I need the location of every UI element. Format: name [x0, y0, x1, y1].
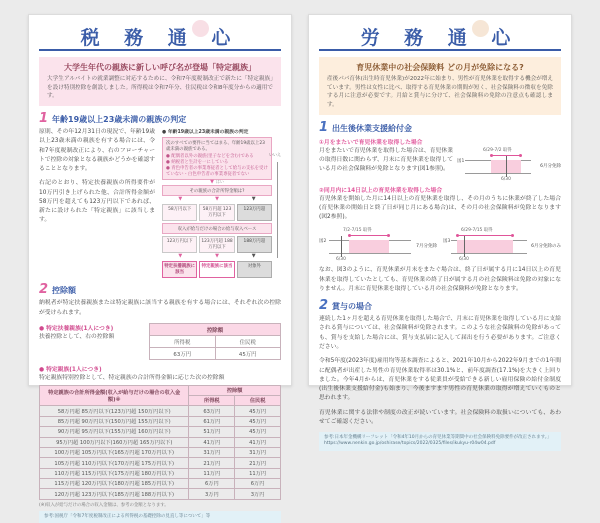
leave-shaded-region — [349, 240, 389, 253]
title-divider — [39, 49, 281, 51]
range-cell: 95万円超 100万円以下(160万円超 165万円以下) — [40, 437, 189, 447]
deduction-b-table — [39, 385, 281, 500]
case2-body: 育児休業を開始した月に14日以上の育児休業を取得し、その月のうちに休業が終了した場合(育児休業の開始日と終了日が同じ月にある場合)は、その月の社会保険料が免除となります(図2参照)。 — [319, 195, 561, 221]
figure-label: 図3 — [443, 239, 451, 245]
tax-intro-box — [39, 57, 281, 106]
judgment-flowchart — [162, 128, 281, 279]
condition-item: ● 配偶者以外の親族(里子などを含む)である — [166, 153, 268, 159]
table-row — [40, 458, 281, 468]
amount-header: 控除額 — [189, 385, 281, 395]
labor-intro-box — [319, 57, 561, 115]
yes-label: はい — [215, 178, 224, 184]
income-box-over: 123万円超 — [237, 204, 272, 221]
condition-lead: 次のすべての要件に当てはまる、年齢19歳以上23歳未満の親族である。 — [166, 140, 265, 152]
month-boundary-line — [341, 236, 342, 257]
month-boundary-line — [506, 156, 507, 177]
section-number: 1 — [319, 119, 329, 135]
col-income-tax: 所得税 — [189, 396, 235, 406]
range-cell: 90万円超 95万円以下(155万円超 160万円以下) — [40, 427, 189, 437]
section-number: 2 — [39, 282, 49, 298]
col-resident-tax: 住民税 — [215, 336, 281, 348]
condition-item: ● 青色申告者の事業専従者として給与の支払を受けていない・白色申告者の事業専従者でない — [166, 165, 268, 177]
deduction-b-desc: 特定親族特別控除として、特定親族の合計所得金額に応じた次の控除額 — [39, 375, 225, 381]
income-box: 58万円超 123万円以下 — [199, 204, 234, 221]
salary-box: 123万円以下 — [162, 236, 197, 253]
income-tax-cell: 61万円 — [189, 416, 235, 426]
range-cell: 120万円超 123万円以下(185万円超 188万円以下) — [40, 489, 189, 499]
source-reference-url[interactable]: https://www.nenkin.go.jp/oshirase/topics/2022/0325/files/ikukyu-r04w04.pdf — [324, 441, 496, 447]
table-footnote: (※)収入が給与だけの場合の収入金額は、参考の金額となります。 — [39, 502, 169, 508]
section-title: 年齢19歳以上23歳未満の親族の判定 — [52, 114, 187, 124]
figure1-wrap — [457, 147, 561, 183]
income-tax-cell: 41万円 — [189, 437, 235, 447]
source-reference-text: 参考:日本年金機構リーフレット「令和4年10月からの育児休業等期間中の社会保険料免除要件が改正されます。」 — [324, 435, 552, 441]
tax-masthead — [39, 23, 281, 47]
deduction-a-label: ● 特定扶養親族(1人につき) — [39, 323, 143, 332]
labor-section1-heading — [319, 121, 561, 134]
value-income-tax: 63万円 — [150, 348, 216, 360]
title-divider — [319, 49, 561, 51]
closing-paragraph: 育児休業に関する法律や制度の改正が続いています。社会保険料の取扱いについても、あわせてご確認ください。 — [319, 409, 561, 425]
income-tax-cell: 51万円 — [189, 427, 235, 437]
result-box-excluded: 対象外 — [237, 261, 272, 278]
condition-item: ● 納税者と生計を一にしている — [166, 159, 268, 165]
figure-label: 図1 — [457, 158, 465, 164]
paragraph: 原則、その年12月31日の現況で、年齢19歳以上23歳未満の親族を有する場合には、令和7年度税制改正により、右のフローチャートで控除の対象となる親族かどうかを確認することとなります。 — [39, 128, 155, 173]
exemption-result-label: 6月分免除のみ — [531, 244, 561, 250]
exemption-result-label: 7月分免除 — [416, 244, 437, 250]
case1-subheading: ①月をまたいで育児休業を取得した場合 — [319, 139, 423, 146]
month-boundary-label: 6/30 — [459, 257, 469, 263]
deduction-a-row — [39, 323, 281, 360]
resident-tax-cell: 45万円 — [235, 427, 281, 437]
tax-newsletter-page — [28, 14, 292, 519]
section-title: 控除額 — [52, 286, 77, 296]
month-boundary-line — [464, 236, 465, 257]
deduction-a-label-block — [39, 323, 143, 342]
result-box-specified: 特定親族に該当 — [199, 261, 234, 278]
result-row — [162, 261, 272, 278]
leave-shaded-region — [457, 240, 513, 253]
labor-section2-heading — [319, 299, 561, 312]
table-row — [40, 489, 281, 499]
table-row — [40, 479, 281, 489]
no-branch-line — [277, 162, 278, 258]
tax-section2-heading — [39, 283, 281, 296]
income-tax-cell: 11万円 — [189, 468, 235, 478]
resident-tax-cell: 21万円 — [235, 458, 281, 468]
figure2-timeline — [319, 227, 437, 263]
flowchart-condition-box — [162, 137, 272, 180]
table-header: 控除額 — [150, 324, 281, 336]
col-income-tax: 所得税 — [150, 336, 216, 348]
statistics-paragraph: 令和5年度(2023年度)雇用均等基本調査によると、2021年10月から2022年9月までの1年間に配偶者が出産した男性の育児休業取得率は30.1%と、前年度調査(17.1%)を大きく上回りました。今年4月からは、育児休業をする従業員が受給できる新しい雇用保険の給付金制度(出生後休業支援給付金)も始まり、今後ますます男性の育児休業の取得が増えていくものと思われます。 — [319, 358, 561, 402]
case2-subheading: ②同月内に14日以上の育児休業を取得した場合 — [319, 187, 443, 194]
tax-section1-heading — [39, 112, 281, 125]
flow-branch-arrows-icon: ▼ ▼ ▼ — [178, 196, 256, 203]
table-row — [40, 427, 281, 437]
figures-row — [319, 227, 561, 263]
range-cell: 58万円超 85万円以下(123万円超 150万円以下) — [40, 406, 189, 416]
range-cell: 85万円超 90万円以下(150万円超 155万円以下) — [40, 416, 189, 426]
table-row — [40, 468, 281, 478]
leave-period-bar — [349, 235, 389, 236]
salary-box: 123万円超 188万円以下 — [199, 236, 234, 253]
resident-tax-cell: 31万円 — [235, 447, 281, 457]
income-tax-cell: 63万円 — [189, 406, 235, 416]
leave-period-label: 6/29-7/15 取得 — [461, 228, 493, 234]
flowchart-title: ● 年齢19歳以上23歳未満の親族の判定 — [162, 128, 272, 135]
labor-intro-body: 産後パパ育休(出生時育児休業)が2022年に始まり、男性が育児休業を取得する機会が増えています。男性は女性に比べ、取得する育児休業の期間が短く、社会保険料の徴収を免除する月に注意が必要です。月給と賞与に分けて、社会保険料の免除の注意点も確認します。 — [327, 76, 553, 108]
salary-row — [162, 236, 272, 253]
tax-page-title: 税 務 通 心 — [80, 27, 240, 49]
no-label: いいえ — [269, 151, 281, 157]
income-tax-cell: 21万円 — [189, 458, 235, 468]
labor-source-bar — [319, 432, 561, 451]
range-cell: 105万円超 110万円以下(170万円超 175万円以下) — [40, 458, 189, 468]
figure3-timeline — [443, 227, 561, 263]
value-resident-tax: 45万円 — [215, 348, 281, 360]
labor-intro-heading: 育児休業中の社会保険料 どの月が免除になる? — [356, 63, 524, 72]
section-title: 出生後休業支援給付金 — [332, 123, 413, 133]
tax-section1-columns — [39, 128, 281, 279]
section-number: 2 — [319, 298, 329, 314]
leave-period-bar — [457, 235, 513, 236]
income-tax-cell: 6万円 — [189, 479, 235, 489]
salary-basis-label: 収入が給与だけの場合の給与収入ベース — [162, 223, 272, 234]
resident-tax-cell: 41万円 — [235, 437, 281, 447]
col-resident-tax: 住民税 — [235, 396, 281, 406]
bonus-body: 連続した1ヶ月を超える育児休業を取得した場合で、月末に育児休業を取得している月に支給される賞与については、社会保険料が免除されます。このような社会保険料の免除があっても、賞与を支給した場合には、賞与支払届に記入して届出を行う必要があります。ご注意ください。 — [319, 316, 561, 351]
tax-section2-intro: 納税者が特定扶養親族または特定親族に該当する親族を有する場合には、それぞれ次の控除が受けられます。 — [39, 300, 281, 316]
timeline-line — [465, 173, 531, 174]
labor-masthead — [319, 23, 561, 47]
labor-page-title: 労 務 通 心 — [360, 27, 520, 49]
range-cell: 115万円超 120万円以下(180万円超 185万円以下) — [40, 479, 189, 489]
range-cell: 100万円超 105万円以下(165万円超 170万円以下) — [40, 447, 189, 457]
month-boundary-label: 6/30 — [336, 257, 346, 263]
tax-intro-body: 大学生アルバイトの就業調整に対応するために、令和7年度税制改正で新たに「特定親族」を設け特別控除を創設しました。所得税は令和7年分、住民税は令和8年度分からの適用です。 — [47, 76, 273, 100]
section-title: 賞与の場合 — [332, 302, 373, 312]
range-header: 特定親族の合計所得金額(収入が給与だけの場合の収入金額)※ — [40, 385, 189, 406]
table-row — [40, 437, 281, 447]
section-number: 1 — [39, 110, 49, 126]
month-straddle-note: なお、図3のように、育児休業が月末をまたぐ場合は、終了日が属する月に14日以上の育児休業を取得していたとしても、育児休業の終了日が属する月の社会保険料は免除の対象になりません。月末に育児休業を取得している月の社会保険料が免除となります。 — [319, 267, 561, 292]
income-row — [162, 204, 272, 221]
tax-intro-heading: 大学生年代の親族に新しい呼び名が登場「特定親族」 — [64, 63, 256, 72]
result-box-dependent: 特定扶養親族に該当 — [162, 261, 197, 278]
table-row — [40, 406, 281, 416]
exemption-result-label: 6月分免除 — [540, 163, 561, 169]
salary-box-over: 188万円超 — [237, 236, 272, 253]
figure1-timeline — [457, 147, 561, 183]
resident-tax-cell: 45万円 — [235, 416, 281, 426]
flow-result-arrows-icon: ▼ ▼ ▼ — [178, 253, 256, 260]
resident-tax-cell: 45万円 — [235, 406, 281, 416]
case1-block — [319, 147, 561, 183]
month-boundary-label: 6/30 — [501, 176, 511, 182]
tax-section1-text — [39, 128, 155, 279]
flow-arrow-down-icon: ▼ はい — [210, 178, 224, 185]
figure-label: 図2 — [319, 239, 327, 245]
condition-list — [166, 153, 268, 177]
tax-source-bar: 参考:国税庁「令和7年度税制改正による所得税の基礎控除の見直し等について」等 — [39, 511, 281, 523]
range-cell: 110万円超 115万円以下(175万円超 180万円以下) — [40, 468, 189, 478]
resident-tax-cell: 3万円 — [235, 489, 281, 499]
case1-body: 月をまたいで育児休業を取得した場合は、育児休業の取得日数に関わらず、月末に育児休業を取得している月の社会保険料が免除となります(図1参照)。 — [319, 147, 453, 173]
timeline-line — [451, 253, 527, 254]
table-row — [40, 447, 281, 457]
leave-period-label: 7/2-7/15 取得 — [343, 228, 372, 234]
paragraph: 右記のとおり、特定扶養親族の所得要件が10万円引き上げられた他、合計所得金額が58万円を超えても123万円以下であれば、新たに設けられた「特定親族」に該当します。 — [39, 180, 155, 224]
deduction-a-table — [149, 323, 281, 360]
deduction-b-label: ● 特定親族(1人につき) — [39, 364, 281, 373]
income-tax-cell: 3万円 — [189, 489, 235, 499]
flowchart-question-box: その親族の合計所得金額は? — [162, 185, 272, 196]
labor-newsletter-page — [308, 14, 572, 447]
table-row — [40, 416, 281, 426]
leave-period-label: 6/29-7/2 取得 — [483, 147, 512, 153]
income-tax-cell: 31万円 — [189, 447, 235, 457]
resident-tax-cell: 6万円 — [235, 479, 281, 489]
resident-tax-cell: 11万円 — [235, 468, 281, 478]
income-box: 58万円以下 — [162, 204, 197, 221]
deduction-a-desc: 扶養控除として、右の控除額 — [39, 334, 115, 340]
